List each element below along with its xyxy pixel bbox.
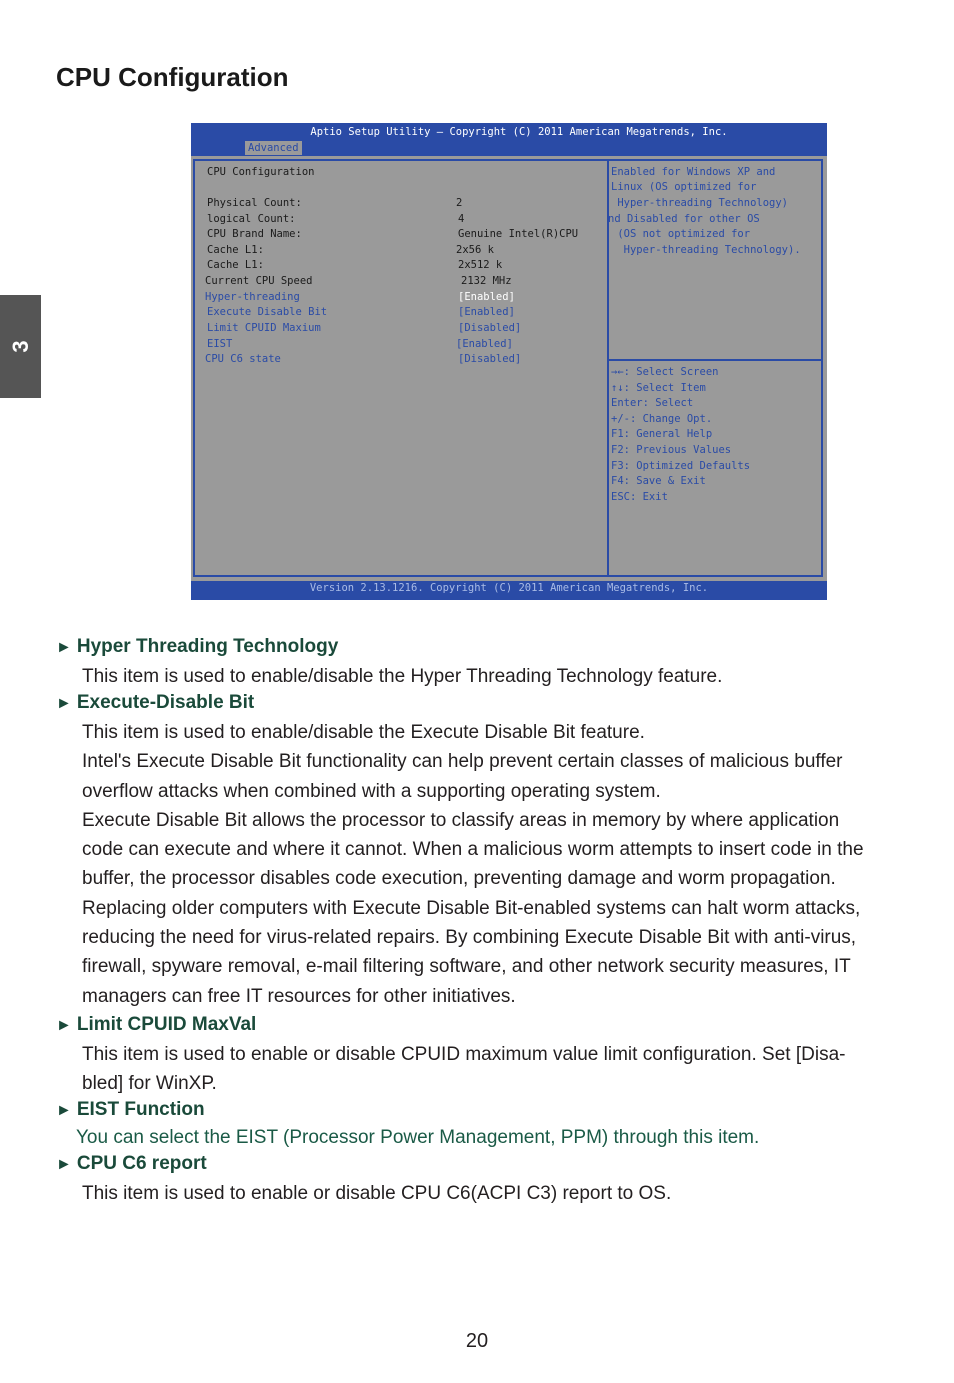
option-label[interactable]: Limit CPUID Maxium bbox=[207, 322, 321, 334]
text-line: Execute Disable Bit allows the processor to classify areas in memory by where application bbox=[82, 809, 840, 831]
info-value: 2x512 k bbox=[458, 259, 503, 271]
info-label: logical Count: bbox=[207, 213, 296, 225]
heading-text: Limit CPUID MaxVal bbox=[76, 1014, 257, 1035]
section-heading-hyper-threading bbox=[56, 636, 338, 658]
section-heading-cpu-c6 bbox=[56, 1153, 207, 1175]
text-line: This item is used to enable/disable the Hyper Threading Technology feature. bbox=[82, 666, 723, 687]
info-value: 2x56 k bbox=[456, 244, 494, 256]
option-label[interactable]: Hyper-threading bbox=[205, 291, 300, 303]
bios-title-bar: Aptio Setup Utility – Copyright (C) 2011 American Megatrends, Inc. bbox=[310, 126, 728, 138]
text-line: This item is used to enable or disable CPUID maximum value limit configuration. Set [Disa- bbox=[82, 1044, 846, 1065]
paragraph bbox=[82, 718, 864, 1011]
option-label[interactable]: CPU C6 state bbox=[205, 353, 281, 365]
option-label[interactable]: Execute Disable Bit bbox=[207, 306, 328, 318]
info-label: Cache L1: bbox=[207, 259, 264, 271]
info-value: 4 bbox=[458, 213, 465, 225]
bios-divider bbox=[609, 359, 823, 361]
info-label: CPU Brand Name: bbox=[207, 228, 302, 240]
info-label: Cache L1: bbox=[207, 244, 264, 256]
paragraph bbox=[82, 1179, 671, 1208]
text-line: firewall, spyware removal, e-mail filtering software, and other network security measures, IT bbox=[82, 956, 851, 978]
triangle-bullet-icon: ► bbox=[56, 639, 72, 656]
text-line: reducing the need for virus-related repairs. By combining Execute Disable Bit with anti-virus, bbox=[82, 927, 857, 949]
option-value[interactable]: [Disabled] bbox=[458, 322, 522, 334]
key-hint: Enter: Select bbox=[611, 397, 694, 409]
key-hint: ↑↓: Select Item bbox=[611, 382, 706, 394]
text-line: bled] for WinXP. bbox=[82, 1073, 217, 1095]
key-hint: F2: Previous Values bbox=[611, 444, 732, 456]
text-line: Intel's Execute Disable Bit functionality can help prevent certain classes of malicious buffer bbox=[82, 751, 843, 773]
heading-text: Hyper Threading Technology bbox=[76, 636, 339, 657]
heading-text: CPU C6 report bbox=[76, 1153, 207, 1174]
help-text-line: (OS not optimized for bbox=[611, 228, 751, 240]
heading-text: Execute-Disable Bit bbox=[76, 692, 255, 713]
section-heading-limit-cpuid bbox=[56, 1014, 256, 1036]
triangle-bullet-icon: ► bbox=[56, 1017, 72, 1034]
option-value[interactable]: [Enabled] bbox=[458, 306, 515, 318]
help-text-line: nd Disabled for other OS bbox=[608, 213, 760, 225]
triangle-bullet-icon: ► bbox=[56, 1156, 72, 1173]
text-line: overflow attacks when combined with a supporting operating system. bbox=[82, 780, 661, 802]
option-label[interactable]: EIST bbox=[207, 338, 233, 350]
option-value[interactable]: [Enabled] bbox=[456, 338, 513, 350]
info-label: Current CPU Speed bbox=[205, 275, 313, 287]
text-line: This item is used to enable/disable the Execute Disable Bit feature. bbox=[82, 722, 645, 743]
bios-body bbox=[191, 156, 827, 581]
help-text-line: Hyper-threading Technology) bbox=[611, 197, 789, 209]
help-text-line: Hyper-threading Technology). bbox=[611, 244, 801, 256]
page-number: 20 bbox=[465, 1330, 489, 1352]
bios-section-title: CPU Configuration bbox=[207, 166, 315, 178]
key-hint: F1: General Help bbox=[611, 428, 713, 440]
bios-screenshot bbox=[191, 123, 827, 600]
triangle-bullet-icon: ► bbox=[56, 695, 72, 712]
info-value: Genuine Intel(R)CPU bbox=[458, 228, 579, 240]
text-line: managers can free IT resources for other initiatives. bbox=[82, 985, 516, 1007]
section-heading-eist bbox=[56, 1099, 205, 1121]
bios-tab-advanced[interactable]: Advanced bbox=[245, 141, 302, 155]
key-hint: →←: Select Screen bbox=[611, 366, 719, 378]
info-label: Physical Count: bbox=[207, 197, 302, 209]
text-line: This item is used to enable or disable CPU C6(ACPI C3) report to OS. bbox=[82, 1183, 672, 1204]
paragraph bbox=[82, 662, 722, 691]
triangle-bullet-icon: ► bbox=[56, 1102, 72, 1119]
option-value[interactable]: [Disabled] bbox=[458, 353, 522, 365]
text-line: You can select the EIST (Processor Power Management, PPM) through this item. bbox=[76, 1127, 760, 1148]
paragraph bbox=[82, 1040, 845, 1099]
option-value[interactable]: [Enabled] bbox=[458, 291, 515, 303]
key-hint: F4: Save & Exit bbox=[611, 475, 706, 487]
chapter-number: 3 bbox=[7, 340, 33, 353]
text-line: code can execute and where it cannot. When a malicious worm attempts to insert code in the bbox=[82, 839, 864, 861]
key-hint: F3: Optimized Defaults bbox=[611, 460, 751, 472]
help-text-line: Linux (OS optimized for bbox=[611, 181, 757, 193]
page-title: CPU Configuration bbox=[56, 62, 289, 92]
help-text-line: Enabled for Windows XP and bbox=[611, 166, 776, 178]
section-heading-execute-disable bbox=[56, 692, 254, 714]
heading-text: EIST Function bbox=[76, 1099, 205, 1120]
text-line: Replacing older computers with Execute Disable Bit-enabled systems can halt worm attacks, bbox=[82, 897, 861, 919]
key-hint: ESC: Exit bbox=[611, 491, 668, 503]
key-hint: +/-: Change Opt. bbox=[611, 413, 713, 425]
bios-footer: Version 2.13.1216. Copyright (C) 2011 American Megatrends, Inc. bbox=[309, 582, 709, 594]
chapter-tab bbox=[0, 295, 41, 398]
info-value: 2132 MHz bbox=[461, 275, 512, 287]
paragraph bbox=[76, 1123, 759, 1152]
text-line: buffer, the processor disables code execution, preventing damage and worm propagation. bbox=[82, 868, 836, 890]
info-value: 2 bbox=[456, 197, 463, 209]
